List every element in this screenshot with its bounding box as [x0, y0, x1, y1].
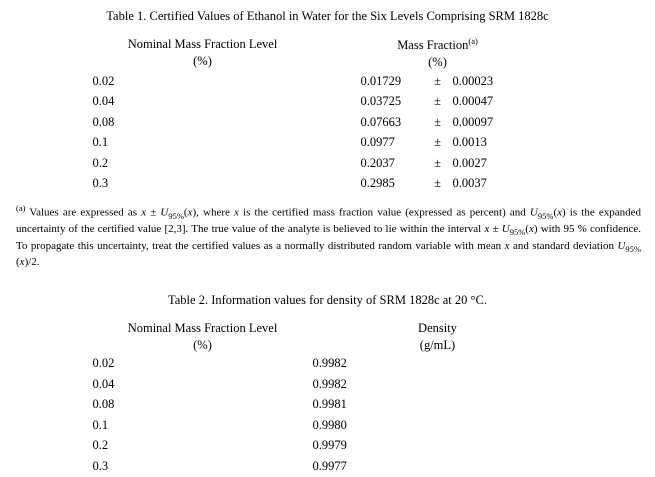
- footnote-U1-sub: 95%: [168, 211, 184, 221]
- table1-header-left-line2: (%): [193, 54, 212, 69]
- footnote-pm1: ±: [146, 206, 161, 219]
- table1-value: 0.01729: [360, 73, 402, 88]
- table-row: [93, 133, 563, 154]
- table1-header-row: [93, 36, 563, 71]
- table2-level: 0.2: [92, 438, 109, 453]
- section-spacer: [14, 270, 641, 292]
- table1-header-right-text: Mass Fraction: [397, 38, 469, 53]
- table1-head: [93, 36, 563, 71]
- table2-header-row: [93, 320, 563, 354]
- footnote-x6: x: [528, 223, 534, 236]
- footnote-mark: (a): [16, 203, 26, 214]
- table2-density: 0.9977: [312, 458, 347, 473]
- table1-header-footnote-mark: (a): [468, 36, 478, 47]
- table1-uncertainty: 0.0037: [452, 176, 487, 191]
- table2-level: 0.1: [92, 417, 109, 432]
- table2-body: [93, 354, 563, 477]
- table1-level: 0.04: [92, 94, 115, 109]
- footnote-U2: U: [529, 206, 538, 219]
- table2: [93, 320, 563, 477]
- table-row: [93, 112, 563, 133]
- table-row: [93, 415, 563, 436]
- footnote-paren2: ), where: [192, 206, 235, 219]
- table-row: [93, 374, 563, 395]
- table2-caption: Table 2. Information values for density of SRM 1828c at 20 °C.: [167, 292, 487, 307]
- table1-header-right: [313, 36, 563, 71]
- table1-massfraction: [313, 153, 563, 174]
- table1-value: 0.2985: [360, 176, 395, 191]
- table1-level: 0.1: [92, 135, 109, 150]
- table1-value: 0.07663: [360, 114, 402, 129]
- footnote-U3: U: [501, 223, 510, 236]
- footnote-x3: x: [234, 206, 239, 219]
- table1-header-left: [93, 36, 313, 71]
- table2-density: 0.9982: [312, 376, 347, 391]
- table1-uncertainty: 0.00047: [452, 94, 494, 109]
- plus-minus-icon: ±: [434, 176, 441, 191]
- table-row: [93, 153, 563, 174]
- table1-uncertainty: 0.0013: [452, 135, 487, 150]
- footnote-paren6: ) with 95 % confidence. To propagate this uncertainty, treat the certified values as a normally distributed random variable with mean: [16, 223, 641, 252]
- footnote-paren5: (: [525, 223, 529, 236]
- table1-value: 0.0977: [360, 135, 395, 150]
- table1-massfraction: [313, 71, 563, 92]
- footnote-x4: x: [557, 206, 563, 219]
- footnote-paren3: (: [553, 206, 558, 219]
- footnote-part1: Values are expressed as: [25, 206, 142, 219]
- table-row: [93, 436, 563, 457]
- footnote-U3-sub: 95%: [509, 227, 526, 238]
- table2-header-left-line1: Nominal Mass Fraction Level: [127, 321, 278, 336]
- table1: [93, 36, 563, 194]
- table2-level: 0.3: [92, 458, 109, 473]
- footnote-paren8: )/2.: [24, 256, 40, 269]
- table1-value: 0.03725: [360, 94, 402, 109]
- table-row: [93, 395, 563, 416]
- table1-footnote: [14, 203, 641, 270]
- table1-header-right-line2: (%): [428, 55, 447, 70]
- table2-header-right: [313, 320, 563, 354]
- table1-level: 0.3: [92, 176, 109, 191]
- footnote-U4-sub: 95%: [625, 243, 641, 254]
- plus-minus-icon: ±: [434, 73, 441, 88]
- footnote-U1: U: [160, 206, 169, 219]
- table1-value: 0.2037: [360, 155, 395, 170]
- footnote-x2: x: [187, 206, 193, 219]
- table2-level: 0.04: [92, 376, 115, 391]
- table1-level: 0.02: [92, 73, 115, 88]
- footnote-paren7: (: [16, 256, 20, 269]
- footnote-part3: and standard deviation: [509, 239, 618, 252]
- table-row: [93, 71, 563, 92]
- footnote-x8: x: [19, 256, 25, 269]
- table1-level: 0.08: [92, 114, 115, 129]
- footnote-U4: U: [617, 239, 626, 252]
- table2-density: 0.9979: [312, 438, 347, 453]
- table1-uncertainty: 0.0027: [452, 155, 487, 170]
- plus-minus-icon: ±: [434, 94, 441, 109]
- footnote-x1: x: [141, 206, 147, 219]
- table-row: [93, 354, 563, 375]
- table2-head: [93, 320, 563, 354]
- footnote-pm2: ±: [489, 223, 502, 236]
- table1-massfraction: [313, 112, 563, 133]
- table1-body: [93, 71, 563, 194]
- table1-massfraction: [313, 92, 563, 113]
- table2-header-right-line2: (g/mL): [419, 338, 456, 353]
- table-row: [93, 174, 563, 195]
- table2-density: 0.9982: [312, 356, 347, 371]
- table2-density: 0.9981: [312, 397, 347, 412]
- footnote-x5: x: [484, 223, 490, 236]
- plus-minus-icon: ±: [434, 135, 441, 150]
- footnote-part2: is the certified mass fraction value (expressed as percent) and: [238, 206, 530, 219]
- plus-minus-icon: ±: [434, 114, 441, 129]
- footnote-U2-sub: 95%: [537, 211, 554, 221]
- table2-header-right-line1: Density: [418, 321, 457, 336]
- table1-uncertainty: 0.00097: [452, 114, 494, 129]
- footnote-paren4: ) is the expanded uncertainty of the certified value [2,3]. The true value of the analyte is believed to lie within the interval: [16, 206, 641, 236]
- table2-level: 0.02: [92, 356, 115, 371]
- table1-header-left-line1: Nominal Mass Fraction Level: [127, 37, 278, 52]
- table1-header-right-line1: [313, 36, 563, 54]
- table1-massfraction: [313, 174, 563, 195]
- table2-density: 0.9980: [312, 417, 347, 432]
- table1-uncertainty: 0.00023: [452, 73, 494, 88]
- table1-massfraction: [313, 133, 563, 154]
- plus-minus-icon: ±: [434, 155, 441, 170]
- table2-level: 0.08: [92, 397, 115, 412]
- table2-header-left-line2: (%): [193, 338, 212, 353]
- footnote-paren1: (: [183, 206, 188, 219]
- footnote-x7: x: [504, 239, 510, 252]
- table2-header-left: [93, 320, 313, 354]
- table1-level: 0.2: [92, 155, 109, 170]
- table-row: [93, 92, 563, 113]
- table1-caption: Table 1. Certified Values of Ethanol in Water for the Six Levels Comprising SRM 1828c: [106, 9, 549, 23]
